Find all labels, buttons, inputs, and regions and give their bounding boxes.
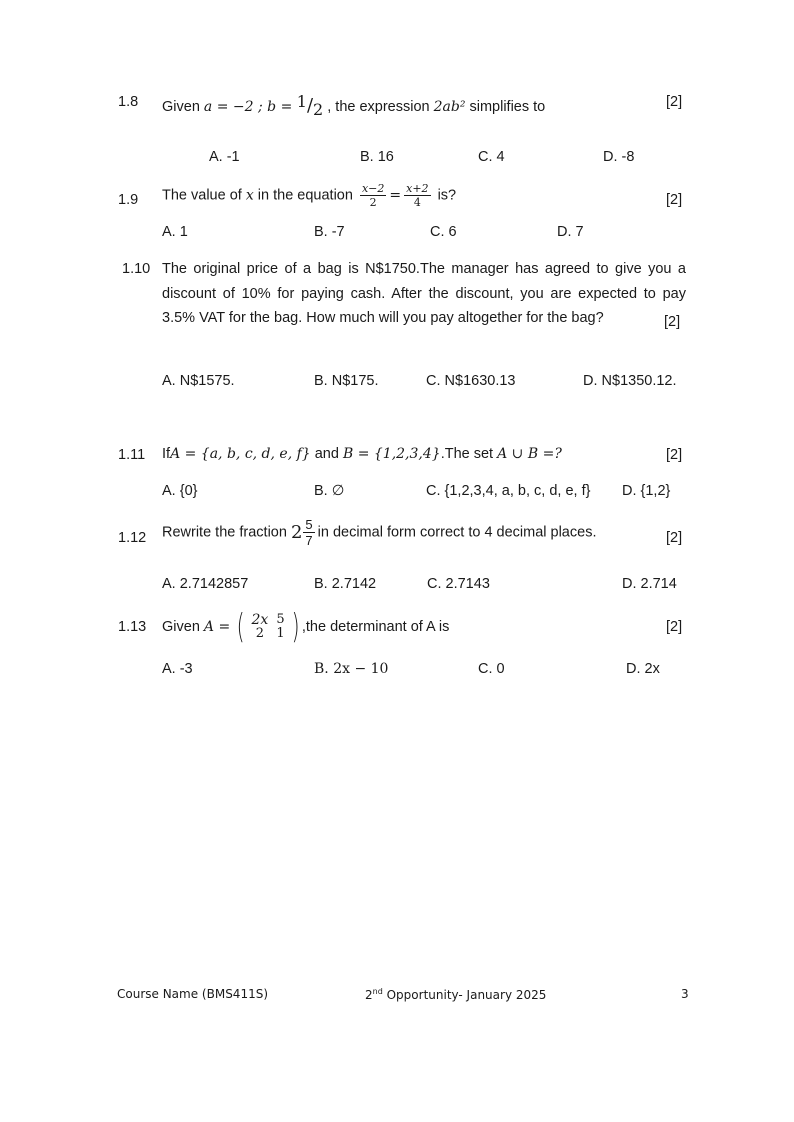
marks: [2] [666, 447, 683, 463]
question-prompt: IfA = {a, b, c, d, e, f} and B = {1,2,3,4}.The set A ∪ B =? [162, 446, 562, 462]
fraction-rhs: $\frac{x+2}{4}$ [406, 182, 429, 209]
question-prompt: Given A = ( 2x 5 2 1 ) ,the determinant of A is [162, 607, 450, 647]
question-number: 1.8 [118, 94, 139, 110]
opportunity-label: 2nd Opportunity- January 2025 [365, 987, 547, 1002]
option-d: D. 2.714 [622, 576, 677, 592]
course-name: Course Name (BMS411S) [117, 987, 269, 1001]
option-b: B. N$175. [314, 373, 379, 389]
option-c: C. N$1630.13 [426, 373, 516, 389]
option-a: A. 1 [162, 224, 188, 240]
option-a: A. -3 [162, 661, 193, 677]
option-a: A. {0} [162, 483, 198, 499]
marks: [2] [666, 94, 683, 110]
question-number: 1.12 [118, 530, 147, 546]
marks: [2] [664, 314, 681, 330]
option-d: D. -8 [603, 149, 635, 165]
fraction-five-sevenths: $\frac{5}{7}$ [305, 517, 313, 548]
option-a: A. N$1575. [162, 373, 235, 389]
option-b: B. 16 [360, 149, 394, 165]
question-prompt: Given a = −2 ; b = 1/2 , the expression 2ab² simplifies to [162, 92, 546, 119]
option-b: B. 2x − 10 [314, 661, 389, 677]
page-number: 3 [681, 987, 689, 1001]
option-b: B. -7 [314, 224, 345, 240]
option-a: A. 2.7142857 [162, 576, 249, 592]
question-text: The original price of a bag is N$1750.The manager has agreed to give you a discount of 10% for paying cash. After the discount, you are expected to pay 3.5% VAT for the bag. How much will you pay altogether for the bag? [162, 261, 686, 326]
question-number: 1.10 [122, 261, 151, 277]
question-prompt: The value of x in the equation $\frac{x-2}{2}$ = $\frac{x+2}{4}$ is? [162, 182, 457, 209]
question-number: 1.9 [118, 192, 139, 208]
marks: [2] [666, 192, 683, 208]
option-c: C. 4 [478, 149, 505, 165]
matrix-a: ( 2x 5 2 1 ) [236, 607, 300, 647]
question-prompt: Rewrite the fraction 2 $\frac{5}{7}$ in decimal form correct to 4 decimal places. [162, 517, 597, 548]
option-d: D. {1,2} [622, 483, 671, 499]
option-a: A. -1 [209, 149, 240, 165]
option-b: B. 2.7142 [314, 576, 377, 592]
option-b: B. ∅ [314, 483, 345, 499]
option-d: D. 7 [557, 224, 584, 240]
option-d: D. 2x [626, 661, 660, 677]
option-c: C. 0 [478, 661, 505, 677]
marks: [2] [666, 530, 683, 546]
option-d: D. N$1350.12. [583, 373, 677, 389]
option-c: C. {1,2,3,4, a, b, c, d, e, f} [426, 483, 591, 499]
question-number: 1.11 [118, 447, 146, 463]
option-c: C. 2.7143 [427, 576, 490, 592]
question-number: 1.13 [118, 619, 147, 635]
marks: [2] [666, 619, 683, 635]
option-c: C. 6 [430, 224, 457, 240]
fraction-lhs: $\frac{x-2}{2}$ [361, 182, 385, 209]
